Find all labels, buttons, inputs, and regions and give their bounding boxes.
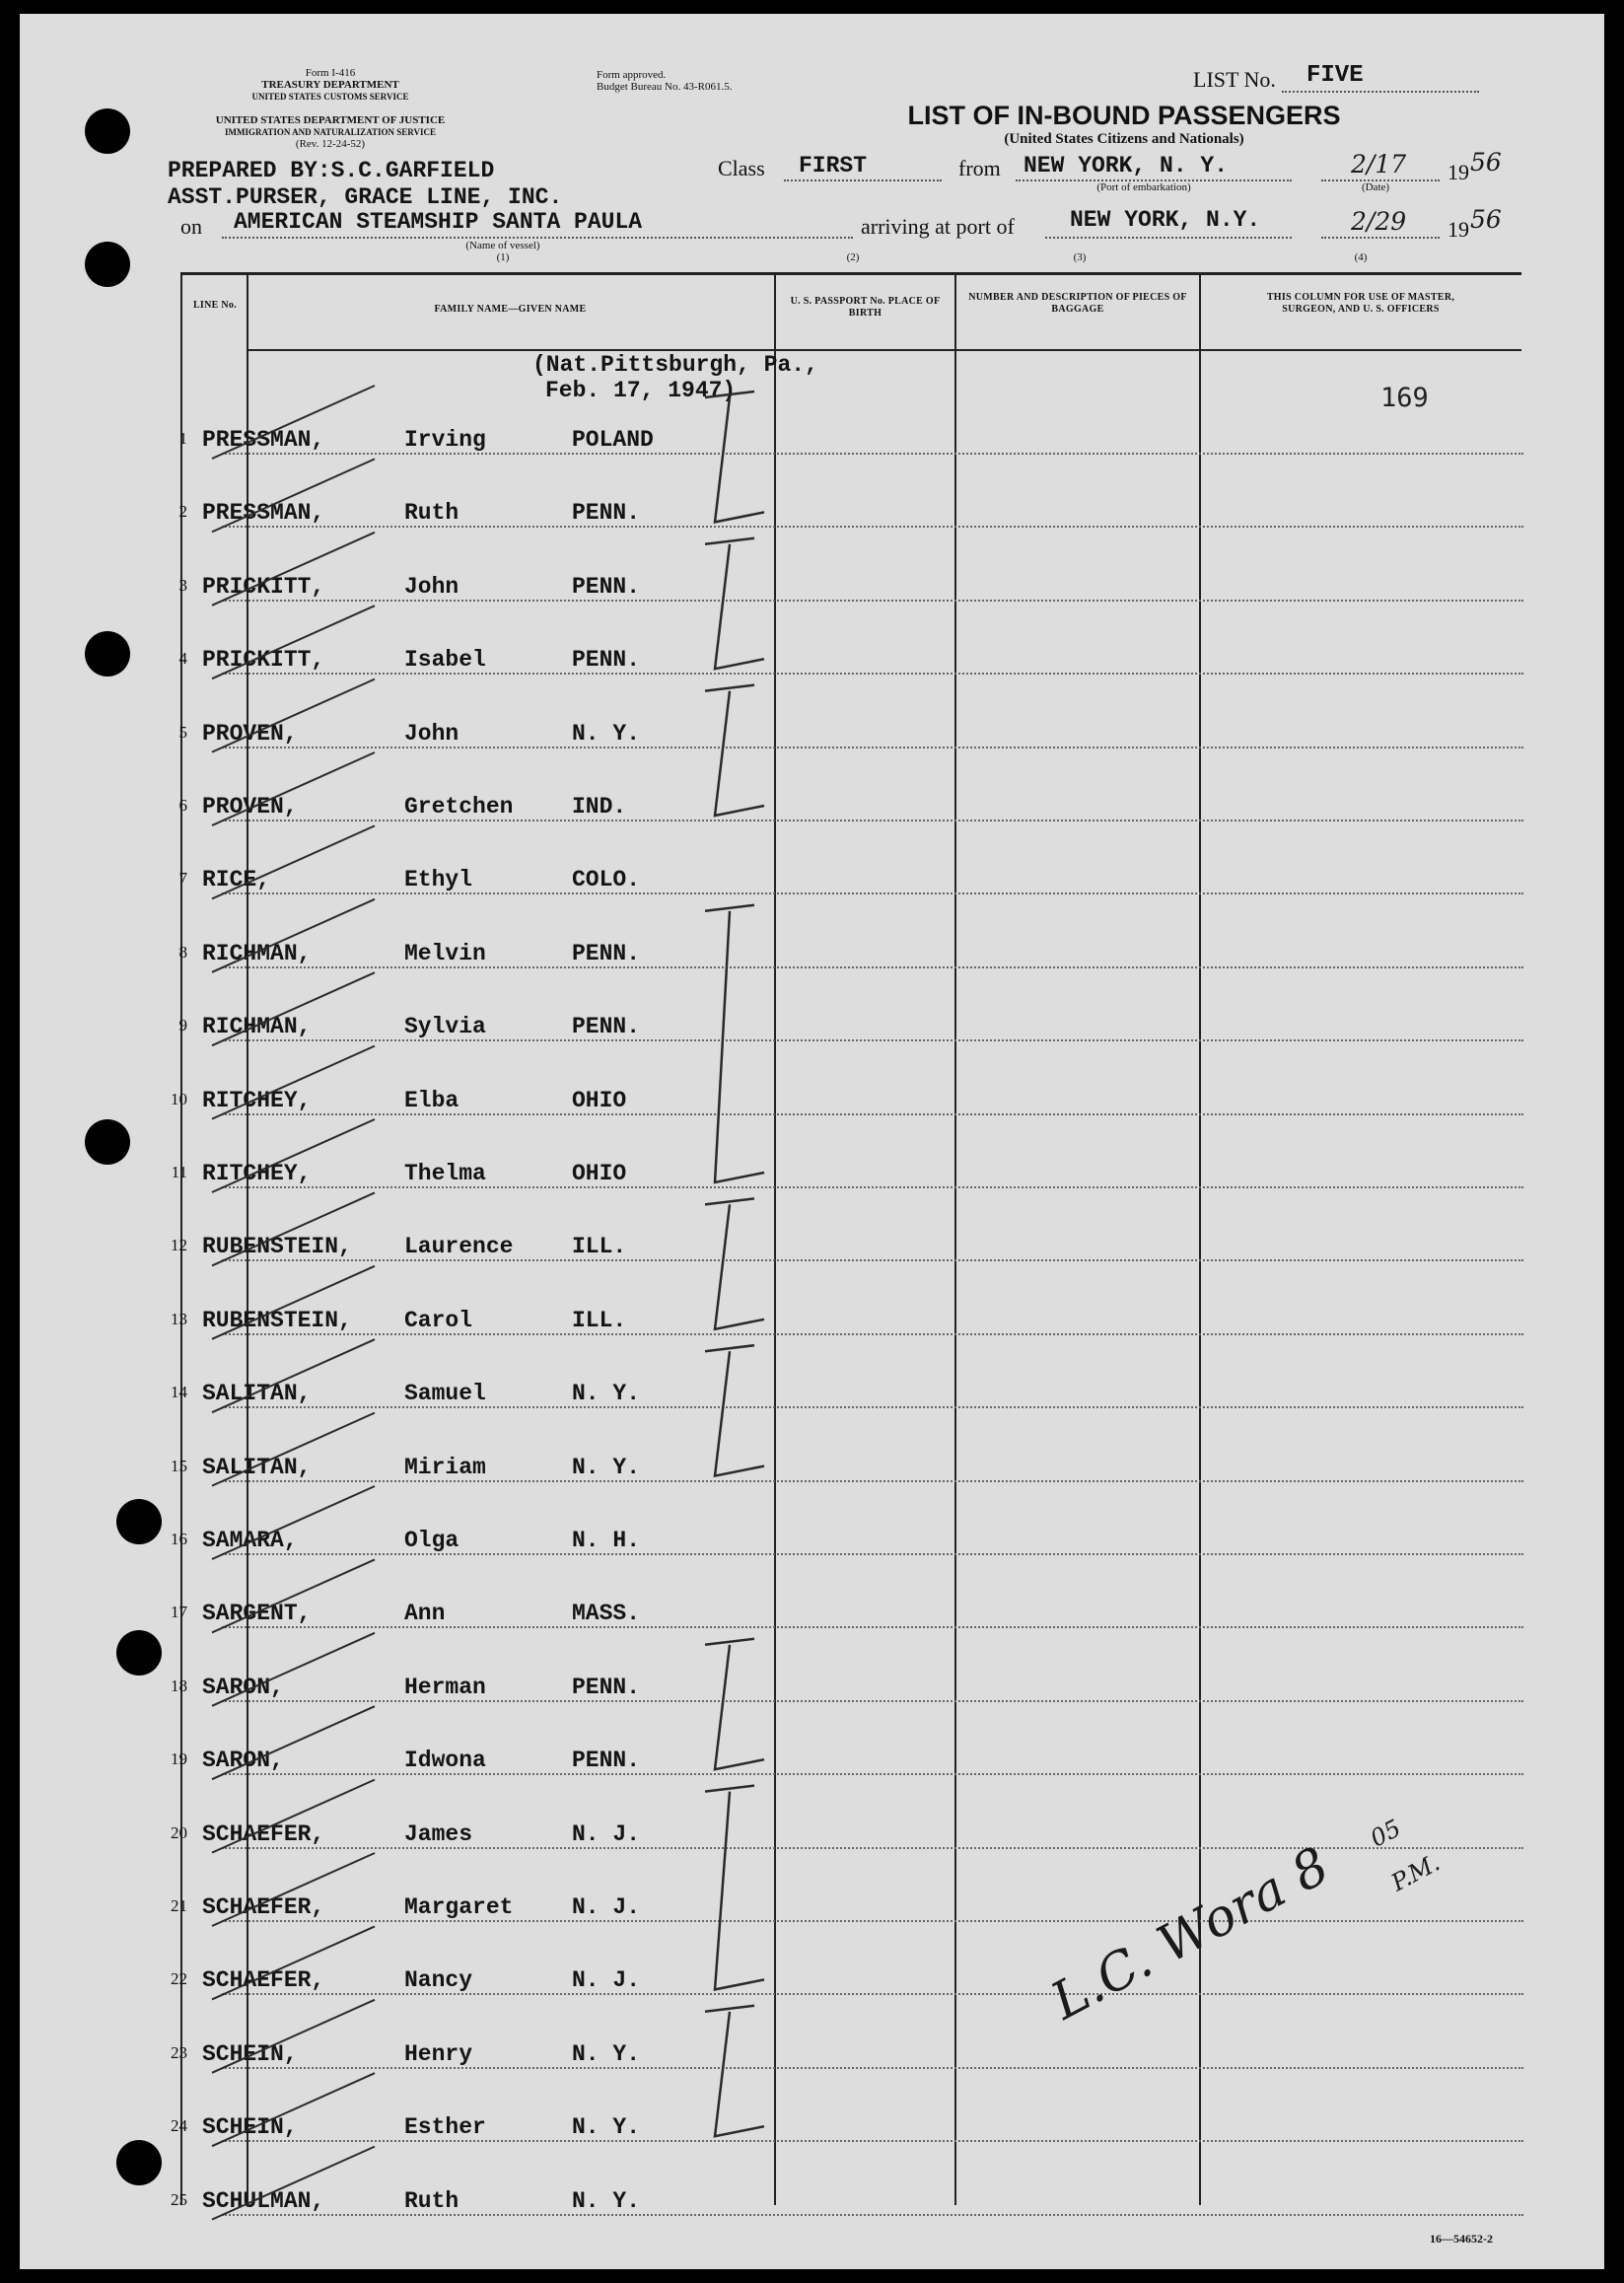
column-caption-2: (2) bbox=[846, 251, 860, 263]
family-name: SCHEIN, bbox=[202, 2114, 298, 2141]
line-number: 16 bbox=[171, 1530, 187, 1548]
place-of-birth: OHIO bbox=[572, 1087, 627, 1113]
line-number: 22 bbox=[171, 1969, 187, 1989]
table-row bbox=[123, 681, 1523, 754]
table-row bbox=[123, 388, 1523, 461]
given-name: Irving bbox=[404, 427, 486, 453]
given-name: Margaret bbox=[404, 1894, 514, 1920]
row-dotted-line bbox=[222, 820, 1523, 821]
line-number: 5 bbox=[178, 722, 187, 742]
place-of-birth: PENN. bbox=[572, 1748, 641, 1774]
given-name: Henry bbox=[404, 2040, 473, 2067]
service-name: IMMIGRATION AND NATURALIZATION SERVICE bbox=[225, 127, 436, 137]
row-dotted-line bbox=[222, 600, 1523, 602]
table-row bbox=[123, 1194, 1523, 1267]
given-name: Carol bbox=[404, 1307, 473, 1333]
embarkation-port: NEW YORK, N. Y. bbox=[1024, 153, 1229, 178]
row-dotted-line bbox=[222, 1113, 1523, 1115]
stamped-number: 169 bbox=[1380, 383, 1429, 413]
family-name: SARON, bbox=[202, 1748, 284, 1774]
given-name: Samuel bbox=[404, 1381, 486, 1407]
port-caption: (Port of embarkation) bbox=[1096, 181, 1191, 193]
line-number: 7 bbox=[178, 869, 187, 889]
row-dotted-line bbox=[222, 2214, 1523, 2216]
table-row bbox=[123, 1341, 1523, 1414]
row-dotted-line bbox=[222, 1700, 1523, 1702]
arrival-date: 2/29 bbox=[1351, 207, 1407, 236]
column-caption-4: (4) bbox=[1354, 251, 1368, 263]
row-dotted-line bbox=[222, 453, 1523, 455]
class-value: FIRST bbox=[799, 153, 868, 178]
line-number: 6 bbox=[178, 796, 187, 815]
table-row bbox=[123, 1121, 1523, 1194]
given-name: Ann bbox=[404, 1601, 446, 1627]
handwritten-pm: P.M. bbox=[1386, 1848, 1445, 1897]
row-dotted-line bbox=[222, 1553, 1523, 1555]
family-name: SCHULMAN, bbox=[202, 2187, 325, 2214]
form-subtitle: (United States Citizens and Nationals) bbox=[1004, 131, 1244, 147]
list-number-label: LIST No. bbox=[1193, 67, 1276, 92]
table-row bbox=[123, 2075, 1523, 2148]
table-row bbox=[123, 1561, 1523, 1634]
line-number: 23 bbox=[171, 2042, 187, 2062]
table-row bbox=[123, 827, 1523, 900]
departure-date: 2/17 bbox=[1351, 150, 1407, 178]
family-name: RUBENSTEIN, bbox=[202, 1234, 352, 1260]
given-name: Thelma bbox=[404, 1161, 486, 1186]
line-number: 14 bbox=[171, 1383, 187, 1402]
line-number: 2 bbox=[178, 502, 187, 522]
family-name: SCHAEFER, bbox=[202, 1894, 325, 1920]
family-name: RICHMAN, bbox=[202, 940, 312, 966]
place-of-birth: PENN. bbox=[572, 1014, 641, 1040]
place-of-birth: ILL. bbox=[572, 1234, 627, 1260]
given-name: Ruth bbox=[404, 500, 459, 527]
family-name: PRESSMAN, bbox=[202, 427, 325, 453]
header-baggage: NUMBER AND DESCRIPTION OF PIECES OF BAGGAGE bbox=[968, 292, 1187, 315]
row-dotted-line bbox=[222, 1626, 1523, 1628]
place-of-birth: N. Y. bbox=[572, 720, 641, 747]
family-name: RICHMAN, bbox=[202, 1014, 312, 1040]
from-label: from bbox=[958, 156, 1001, 180]
place-of-birth: IND. bbox=[572, 794, 627, 820]
row-dotted-line bbox=[222, 747, 1523, 749]
table-row bbox=[123, 1268, 1523, 1341]
row-dotted-line bbox=[222, 1186, 1523, 1188]
header-officers: THIS COLUMN FOR USE OF MASTER, SURGEON, AND U. S. OFFICERS bbox=[1266, 292, 1455, 315]
family-name: SAMARA, bbox=[202, 1528, 298, 1553]
form-number: Form I-416 bbox=[305, 67, 356, 79]
place-of-birth: POLAND bbox=[572, 427, 654, 453]
column-caption-1: (1) bbox=[496, 251, 510, 263]
line-number: 13 bbox=[171, 1309, 187, 1328]
vessel-name: AMERICAN STEAMSHIP SANTA PAULA bbox=[234, 209, 643, 235]
list-number-dots bbox=[1282, 91, 1479, 93]
line-number: 24 bbox=[171, 2116, 187, 2136]
table-row bbox=[123, 1708, 1523, 1781]
table-row bbox=[123, 1488, 1523, 1561]
header-line-no: LINE No. bbox=[192, 300, 238, 311]
place-of-birth: OHIO bbox=[572, 1161, 627, 1186]
arrival-date-dots bbox=[1321, 237, 1440, 239]
place-of-birth: N. J. bbox=[572, 1967, 641, 1994]
table-row bbox=[123, 461, 1523, 534]
table-row bbox=[123, 974, 1523, 1047]
given-name: Herman bbox=[404, 1674, 486, 1700]
handwritten-note: L.C. Wora 8 bbox=[1041, 1836, 1339, 2032]
place-of-birth: PENN. bbox=[572, 647, 641, 674]
budget-bureau: Budget Bureau No. 43-R061.5. bbox=[597, 81, 733, 93]
handwritten-time: 05 bbox=[1366, 1814, 1406, 1853]
family-name: SCHEIN, bbox=[202, 2040, 298, 2067]
line-number: 9 bbox=[178, 1016, 187, 1035]
table-row bbox=[123, 535, 1523, 607]
family-name: SARON, bbox=[202, 1674, 284, 1700]
given-name: Nancy bbox=[404, 1967, 473, 1994]
form-approved: Form approved. bbox=[597, 69, 667, 81]
place-of-birth: N. Y. bbox=[572, 2187, 641, 2214]
table-row bbox=[123, 1928, 1523, 2001]
family-name: PRESSMAN, bbox=[202, 500, 325, 527]
family-name: RICE, bbox=[202, 867, 271, 893]
family-name: SALITAN, bbox=[202, 1381, 312, 1407]
table-row bbox=[123, 607, 1523, 680]
arrival-dots bbox=[1045, 237, 1292, 239]
row-dotted-line bbox=[222, 2067, 1523, 2069]
line-number: 20 bbox=[171, 1822, 187, 1842]
given-name: Laurence bbox=[404, 1234, 514, 1260]
family-name: SARGENT, bbox=[202, 1601, 312, 1627]
arrival-year: 56 bbox=[1470, 205, 1502, 234]
department-name: TREASURY DEPARTMENT bbox=[261, 79, 399, 91]
place-of-birth: N. J. bbox=[572, 1820, 641, 1847]
year-prefix: 19 bbox=[1447, 217, 1469, 242]
given-name: Ethyl bbox=[404, 867, 473, 893]
column-caption-3: (3) bbox=[1073, 251, 1087, 263]
line-number: 19 bbox=[171, 1749, 187, 1769]
header-name: FAMILY NAME—GIVEN NAME bbox=[434, 304, 587, 315]
printer-code: 16—54652-2 bbox=[1430, 2232, 1493, 2246]
family-name: PROVEN, bbox=[202, 794, 298, 820]
table-row bbox=[123, 1048, 1523, 1121]
prepared-by: PREPARED BY:S.C.GARFIELD bbox=[168, 158, 495, 183]
list-number-value: FIVE bbox=[1306, 62, 1364, 89]
naturalization-note: (Nat.Pittsburgh, Pa., bbox=[532, 352, 818, 378]
table-row bbox=[123, 901, 1523, 974]
line-number: 4 bbox=[178, 649, 187, 669]
punch-hole bbox=[85, 242, 130, 287]
given-name: Esther bbox=[404, 2114, 486, 2141]
line-number: 10 bbox=[171, 1089, 187, 1108]
given-name: James bbox=[404, 1820, 473, 1847]
row-dotted-line bbox=[222, 1993, 1523, 1995]
vessel-caption: (Name of vessel) bbox=[465, 240, 540, 251]
date-caption: (Date) bbox=[1361, 181, 1390, 193]
arrival-port: NEW YORK, N.Y. bbox=[1070, 207, 1261, 233]
row-dotted-line bbox=[222, 1480, 1523, 1482]
family-name: PRICKITT, bbox=[202, 573, 325, 600]
table-row bbox=[123, 754, 1523, 827]
line-number: 3 bbox=[178, 575, 187, 595]
place-of-birth: N. Y. bbox=[572, 1454, 641, 1480]
given-name: Olga bbox=[404, 1528, 459, 1553]
department-name: UNITED STATES DEPARTMENT OF JUSTICE bbox=[215, 114, 446, 126]
family-name: RITCHEY, bbox=[202, 1161, 312, 1186]
place-of-birth: PENN. bbox=[572, 500, 641, 527]
place-of-birth: N. H. bbox=[572, 1528, 641, 1553]
on-label: on bbox=[180, 214, 202, 239]
given-name: Gretchen bbox=[404, 794, 514, 820]
place-of-birth: COLO. bbox=[572, 867, 641, 893]
family-name: RUBENSTEIN, bbox=[202, 1307, 352, 1333]
given-name: Miriam bbox=[404, 1454, 486, 1480]
given-name: Melvin bbox=[404, 940, 486, 966]
given-name: John bbox=[404, 720, 459, 747]
row-dotted-line bbox=[222, 1920, 1523, 1922]
table-row bbox=[123, 2002, 1523, 2075]
class-label: Class bbox=[718, 156, 765, 180]
table-row bbox=[123, 1635, 1523, 1708]
row-dotted-line bbox=[222, 1259, 1523, 1261]
row-dotted-line bbox=[222, 2140, 1523, 2142]
given-name: Ruth bbox=[404, 2187, 459, 2214]
row-dotted-line bbox=[222, 892, 1523, 894]
row-dotted-line bbox=[222, 673, 1523, 675]
revision-date: (Rev. 12-24-52) bbox=[295, 138, 366, 150]
line-number: 12 bbox=[171, 1236, 187, 1255]
place-of-birth: MASS. bbox=[572, 1601, 641, 1627]
line-number: 25 bbox=[171, 2189, 187, 2209]
place-of-birth: N. Y. bbox=[572, 2040, 641, 2067]
given-name: Idwona bbox=[404, 1748, 486, 1774]
place-of-birth: N. Y. bbox=[572, 2114, 641, 2141]
place-of-birth: ILL. bbox=[572, 1307, 627, 1333]
table-row bbox=[123, 2149, 1523, 2222]
row-dotted-line bbox=[222, 1773, 1523, 1775]
row-dotted-line bbox=[222, 1847, 1523, 1849]
departure-year: 56 bbox=[1470, 148, 1502, 177]
service-name: UNITED STATES CUSTOMS SERVICE bbox=[251, 92, 409, 102]
family-name: RITCHEY, bbox=[202, 1087, 312, 1113]
assistant-purser: ASST.PURSER, GRACE LINE, INC. bbox=[168, 184, 563, 210]
family-name: SCHAEFER, bbox=[202, 1967, 325, 1994]
line-number: 8 bbox=[178, 942, 187, 962]
given-name: Elba bbox=[404, 1087, 459, 1113]
family-name: SCHAEFER, bbox=[202, 1820, 325, 1847]
line-number: 21 bbox=[171, 1896, 187, 1915]
family-name: SALITAN, bbox=[202, 1454, 312, 1480]
row-dotted-line bbox=[222, 1039, 1523, 1041]
line-number: 17 bbox=[171, 1603, 187, 1622]
row-dotted-line bbox=[222, 526, 1523, 528]
family-name: PRICKITT, bbox=[202, 647, 325, 674]
place-of-birth: N. Y. bbox=[572, 1381, 641, 1407]
place-of-birth: N. J. bbox=[572, 1894, 641, 1920]
table-header-border bbox=[247, 349, 1521, 351]
line-number: 15 bbox=[171, 1456, 187, 1475]
class-dots bbox=[784, 179, 942, 181]
row-dotted-line bbox=[222, 1333, 1523, 1335]
line-number: 11 bbox=[171, 1163, 187, 1181]
header-passport: U. S. PASSPORT No. PLACE OF BIRTH bbox=[790, 296, 941, 319]
place-of-birth: PENN. bbox=[572, 573, 641, 600]
arriving-label: arriving at port of bbox=[861, 214, 1015, 239]
naturalization-note: Feb. 17, 1947) bbox=[545, 378, 737, 403]
place-of-birth: PENN. bbox=[572, 1674, 641, 1700]
given-name: Sylvia bbox=[404, 1014, 486, 1040]
given-name: Isabel bbox=[404, 647, 486, 674]
place-of-birth: PENN. bbox=[572, 940, 641, 966]
table-row bbox=[123, 1415, 1523, 1488]
line-number: 1 bbox=[178, 429, 187, 448]
form-title: LIST OF IN-BOUND PASSENGERS bbox=[907, 101, 1341, 130]
table-top-border bbox=[180, 272, 1521, 275]
vessel-dots bbox=[222, 237, 853, 239]
family-name: PROVEN, bbox=[202, 720, 298, 747]
given-name: John bbox=[404, 573, 459, 600]
row-dotted-line bbox=[222, 966, 1523, 968]
line-number: 18 bbox=[171, 1676, 187, 1695]
row-dotted-line bbox=[222, 1406, 1523, 1408]
punch-hole bbox=[85, 108, 130, 154]
year-prefix: 19 bbox=[1447, 160, 1469, 184]
